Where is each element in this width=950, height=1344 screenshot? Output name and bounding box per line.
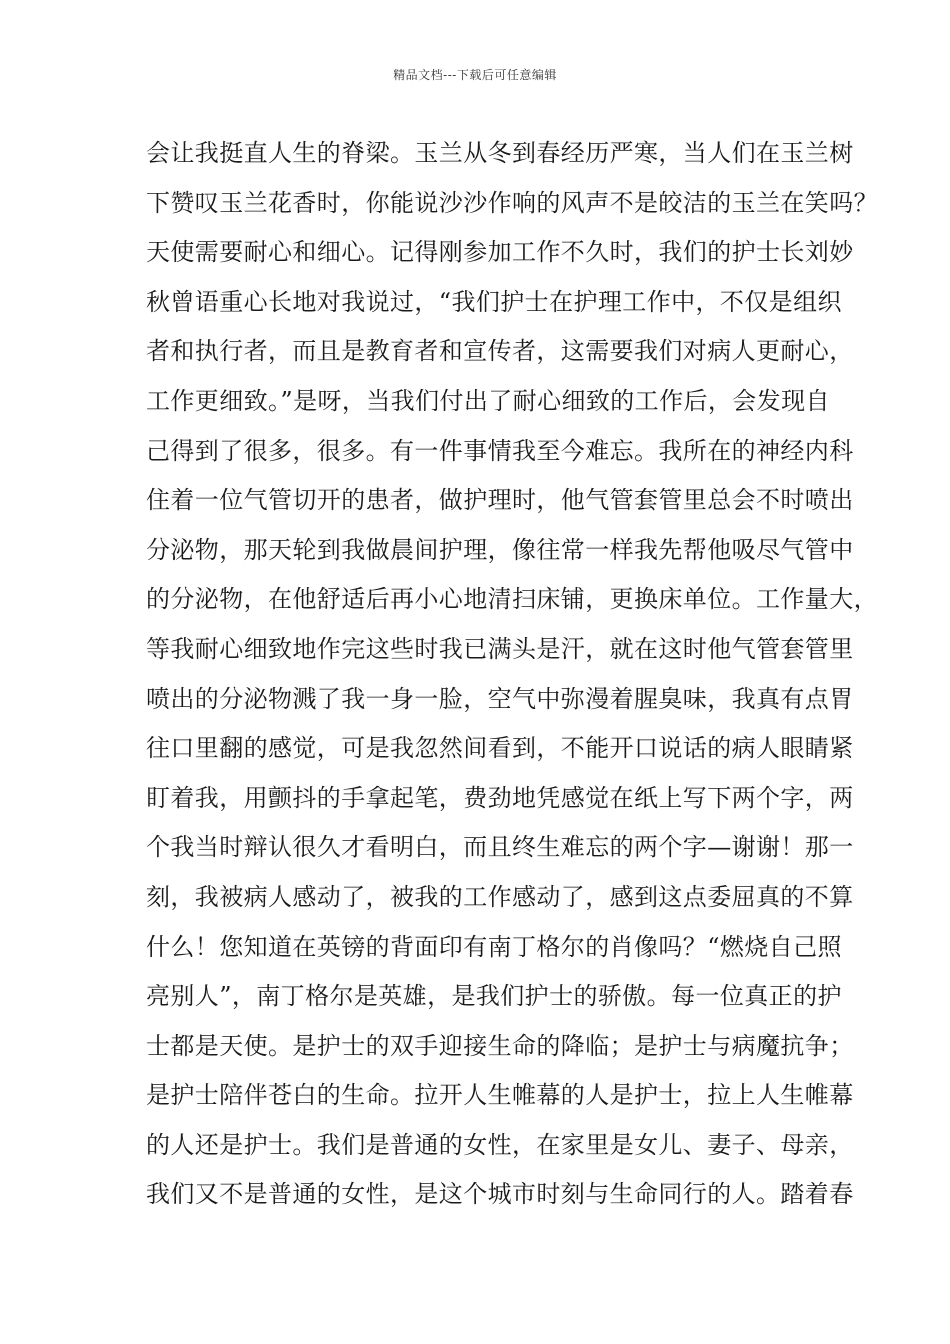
page-header: 精品文档---下载后可任意编辑	[393, 68, 557, 82]
text-line: 者和执行者，而且是教育者和宣传者，这需要我们对病人更耐心，	[146, 337, 854, 366]
text-line: 个我当时辩认很久才看明白，而且终生难忘的两个字—谢谢！那一	[146, 833, 854, 862]
text-line: 下赞叹玉兰花香时，你能说沙沙作响的风声不是皎洁的玉兰在笑吗？	[146, 188, 878, 217]
text-line: 会让我挺直人生的脊梁。玉兰从冬到春经历严寒，当人们在玉兰树	[146, 139, 854, 167]
text-line: 亮别人”，南丁格尔是英雄，是我们护士的骄傲。每一位真正的护	[146, 982, 842, 1011]
text-line: 天使需要耐心和细心。记得刚参加工作不久时，我们的护士长刘妙	[146, 238, 854, 267]
text-line: 我们又不是普通的女性，是这个城市时刻与生命同行的人。踏着春	[146, 1180, 854, 1209]
text-line: 住着一位气管切开的患者，做护理时，他气管套管里总会不时喷出	[146, 486, 854, 515]
text-line: 士都是天使。是护士的双手迎接生命的降临；是护士与病魔抗争；	[146, 1031, 854, 1060]
text-line: 是护士陪伴苍白的生命。拉开人生帷幕的人是护士，拉上人生帷幕	[146, 1081, 854, 1110]
text-line: 喷出的分泌物溅了我一身一脸，空气中弥漫着腥臭味，我真有点胃	[146, 684, 854, 713]
body-text	[146, 129, 878, 1220]
text-line: 秋曾语重心长地对我说过，“我们护士在护理工作中，不仅是组织	[146, 287, 842, 316]
text-line: 刻，我被病人感动了，被我的工作感动了，感到这点委屈真的不算	[146, 882, 854, 911]
text-line: 工作更细致。”是呀，当我们付出了耐心细致的工作后，会发现自	[146, 386, 830, 415]
text-line: 己得到了很多，很多。有一件事情我至今难忘。我所在的神经内科	[146, 436, 854, 465]
text-line: 盯着我，用颤抖的手拿起笔，费劲地凭感觉在纸上写下两个字，两	[146, 783, 854, 812]
text-line: 什么！您知道在英镑的背面印有南丁格尔的肖像吗？“燃烧自己照	[146, 932, 842, 961]
text-line: 分泌物，那天轮到我做晨间护理，像往常一样我先帮他吸尽气管中	[146, 535, 854, 564]
text-line: 的分泌物，在他舒适后再小心地清扫床铺，更换床单位。工作量大，	[146, 585, 878, 614]
text-line: 等我耐心细致地作完这些时我已满头是汗，就在这时他气管套管里	[146, 634, 854, 663]
text-line: 往口里翻的感觉，可是我忽然间看到，不能开口说话的病人眼睛紧	[146, 734, 854, 763]
text-line: 的人还是护士。我们是普通的女性，在家里是女儿、妻子、母亲，	[146, 1130, 854, 1159]
